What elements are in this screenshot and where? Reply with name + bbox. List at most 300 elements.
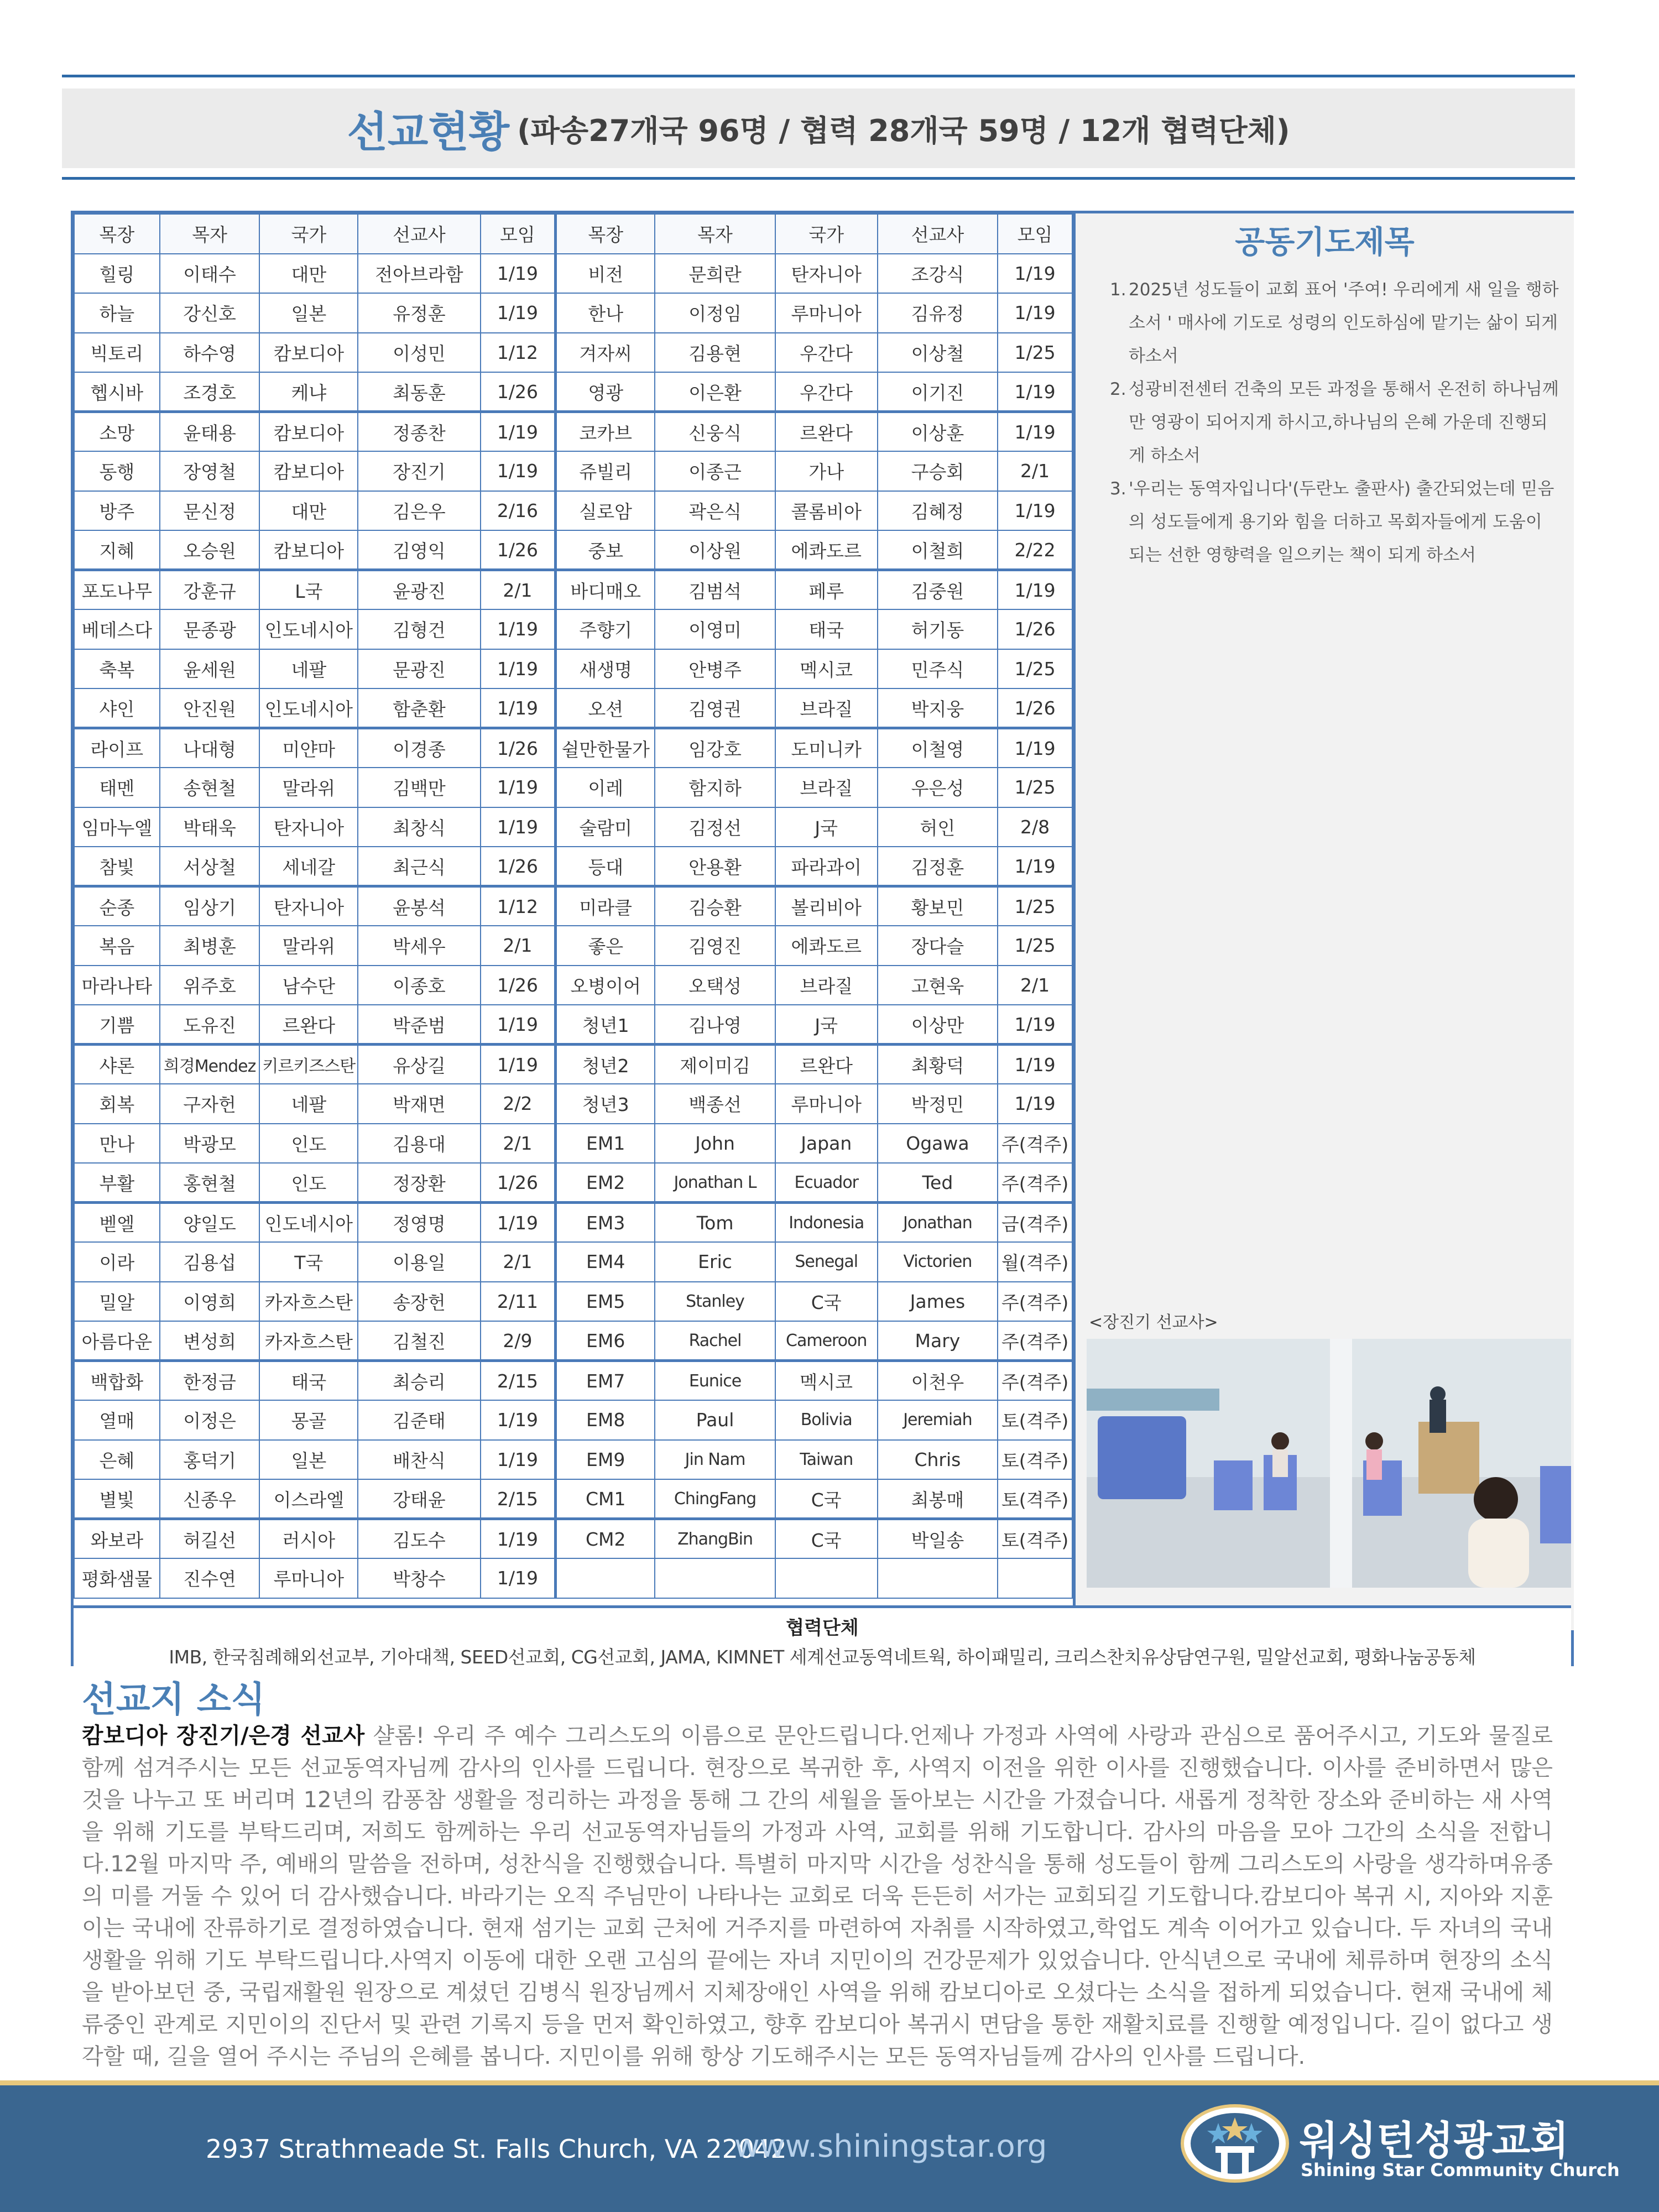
table-cell: 안병주 xyxy=(655,649,775,689)
table-cell: 고현욱 xyxy=(878,966,998,1005)
table-cell: 미얀마 xyxy=(259,728,358,768)
table-cell: 이라 xyxy=(74,1242,160,1282)
table-cell: 우은성 xyxy=(878,768,998,807)
table-cell: 박창수 xyxy=(358,1558,481,1598)
table-row xyxy=(74,1203,1072,1243)
page-title: 선교현황 xyxy=(347,107,510,156)
table-cell: Eric xyxy=(655,1242,775,1282)
table-row xyxy=(74,1282,1072,1322)
table-cell: C국 xyxy=(775,1282,878,1322)
table-cell: 케냐 xyxy=(259,372,358,412)
table-cell: 대만 xyxy=(259,254,358,294)
table-cell: Indonesia xyxy=(775,1203,878,1243)
table-cell: 일본 xyxy=(259,293,358,333)
table-cell: 이경종 xyxy=(358,728,481,768)
table-cell: 변성희 xyxy=(160,1321,260,1361)
table-cell: 2/1 xyxy=(998,451,1072,491)
partners-list: IMB, 한국침례해외선교부, 기아대책, SEED선교회, CG선교회, JAMA, KIMNET 세계선교동역네트웍, 하이패밀리, 크리스찬치유상담연구원, 밀알선교회, 평화나눔공동체 xyxy=(169,1646,1476,1668)
table-cell: 유정훈 xyxy=(358,293,481,333)
column-header: 목장 xyxy=(74,214,160,254)
table-cell: 키르키즈스탄 xyxy=(259,1045,358,1084)
table-cell: 미라클 xyxy=(556,886,655,926)
table-cell: 1/19 xyxy=(998,728,1072,768)
table-cell: 베데스다 xyxy=(74,609,160,649)
table-cell: 청년1 xyxy=(556,1005,655,1045)
table-cell: 장영철 xyxy=(160,451,260,491)
table-cell: EM3 xyxy=(556,1203,655,1243)
prayer-item xyxy=(1110,273,1561,373)
table-cell: C국 xyxy=(775,1519,878,1559)
prayer-item xyxy=(1110,373,1561,472)
table-cell: Cameroon xyxy=(775,1321,878,1361)
table-cell: 밀알 xyxy=(74,1282,160,1322)
table-cell: 곽은식 xyxy=(655,491,775,531)
table-cell: 함춘환 xyxy=(358,688,481,728)
table-row xyxy=(74,847,1072,886)
table-cell: 네팔 xyxy=(259,649,358,689)
table-cell: Bolivia xyxy=(775,1400,878,1440)
table-cell: 주(격주) xyxy=(998,1124,1072,1164)
table-cell: 김유정 xyxy=(878,293,998,333)
table-row xyxy=(74,1124,1072,1164)
table-row xyxy=(74,451,1072,491)
partners-section xyxy=(74,1605,1571,1667)
table-cell: 1/26 xyxy=(998,688,1072,728)
table-cell: 만나 xyxy=(74,1124,160,1164)
table-cell: Japan xyxy=(775,1124,878,1164)
table-cell: 허길선 xyxy=(160,1519,260,1559)
table-cell: 콜롬비아 xyxy=(775,491,878,531)
table-cell: 허기동 xyxy=(878,609,998,649)
table-cell: 주향기 xyxy=(556,609,655,649)
table-cell: 김영익 xyxy=(358,530,481,570)
table-cell: 1/26 xyxy=(481,1163,556,1203)
table-cell: 박지웅 xyxy=(878,688,998,728)
news-author: 캄보디아 장진기/은경 선교사 xyxy=(82,1723,365,1749)
table-cell: 비전 xyxy=(556,254,655,294)
table-cell: 1/19 xyxy=(481,1005,556,1045)
table-cell: EM2 xyxy=(556,1163,655,1203)
table-row xyxy=(74,688,1072,728)
column-header: 목자 xyxy=(655,214,775,254)
table-row xyxy=(74,530,1072,570)
table-cell: 2/22 xyxy=(998,530,1072,570)
table-cell: 1/25 xyxy=(998,886,1072,926)
table-cell: EM8 xyxy=(556,1400,655,1440)
table-cell: 1/19 xyxy=(481,688,556,728)
top-rule xyxy=(62,75,1575,77)
title-banner xyxy=(62,88,1575,168)
news-text: 샬롬! 우리 주 예수 그리스도의 이름으로 문안드립니다.언제나 가정과 사역에 사랑과 관심으로 품어주시고, 기도와 물질로 함께 섬겨주시는 모든 선교동역자님께 감사의 인사를 드립니다. 현장으로 복귀한 후, 사역지 이전을 위한 이사를 진행했습니다. 이사를 준비하면서 많은 것을 나누고 또 버리며 12년의 캄퐁참 생활을 정리하는 과정을 통해 그 간의 세월을 돌아보는 시간을 가졌습니다. 새롭게 정착한 장소와 준비하는 새 사역을 위해 기도를 부탁드리며, 저희도 함께하는 우리 선교동역자님들의 가정과 사역, 교회를 위해 기도합니다. 감사의 마음을 모아 그간의 소식을 전합니다.12월 마지막 주, 예배의 말씀을 전하며, 성찬식을 진행했습니다. 특별히 마지막 시간을 성찬식을 통해 성도들이 함께 그리스도의 사랑을 생각하며유종의 미를 거둘 수 있어 더 감사했습니다. 바라기는 오직 주님만이 나타나는 교회로 더욱 든든히 서가는 교회되길 기도합니다.캄보디아 복귀 시, 지아와 지훈이는 국내에 잔류하기로 결정하였습니다. 현재 섬기는 교회 근처에 거주지를 마련하여 자취를 시작하였고,학업도 계속 이어가고 있습니다. 두 자녀의 국내 생활을 위해 기도 부탁드립니다.사역지 이동에 대한 오랜 고심의 끝에는 자녀 지민이의 건강문제가 있었습니다. 안식년으로 국내에 체류하며 현장의 소식을 받아보던 중, 국립재활원 원장으로 계셨던 김병식 원장님께서 지체장애인 사역을 위해 캄보디아로 오셨다는 소식을 접하게 되었습니다. 현재 국내에 체류중인 관계로 지민이의 진단서 및 관련 기록지 등을 먼저 확인하였고, 향후 캄보디아 복귀시 면담을 통한 재활치료를 진행할 예정입니다. 길이 없다고 생각할 때, 길을 열어 주시는 주님의 은혜를 봅니다. 지민이를 위해 항상 기도해주시는 모든 동역자님들께 감사의 인사를 드립니다. xyxy=(82,1723,1553,2069)
table-cell: EM7 xyxy=(556,1361,655,1401)
table-cell: 파라과이 xyxy=(775,847,878,886)
table-cell: 최승리 xyxy=(358,1361,481,1401)
table-cell: 인도네시아 xyxy=(259,688,358,728)
table-cell: 이상철 xyxy=(878,333,998,373)
table-cell: L국 xyxy=(259,570,358,610)
table-cell: 우간다 xyxy=(775,333,878,373)
mission-roster-table xyxy=(74,213,1073,1599)
table-cell: 회복 xyxy=(74,1084,160,1124)
column-header: 국가 xyxy=(259,214,358,254)
table-cell: 와보라 xyxy=(74,1519,160,1559)
table-cell: 신웅식 xyxy=(655,412,775,452)
table-cell: 이천우 xyxy=(878,1361,998,1401)
table-cell: 김중원 xyxy=(878,570,998,610)
table-cell: 이정임 xyxy=(655,293,775,333)
table-cell: 네팔 xyxy=(259,1084,358,1124)
table-cell: 동행 xyxy=(74,451,160,491)
table-cell: 인도 xyxy=(259,1163,358,1203)
table-cell: 2/11 xyxy=(481,1282,556,1322)
table-cell: 이상원 xyxy=(655,530,775,570)
table-cell: 빅토리 xyxy=(74,333,160,373)
table-cell: Ted xyxy=(878,1163,998,1203)
table-cell: 몽골 xyxy=(259,1400,358,1440)
table-cell: 순종 xyxy=(74,886,160,926)
table-cell: 르완다 xyxy=(775,1045,878,1084)
table-cell: 태국 xyxy=(259,1361,358,1401)
table-cell: 실로암 xyxy=(556,491,655,531)
table-cell: 캄보디아 xyxy=(259,333,358,373)
table-cell: 페루 xyxy=(775,570,878,610)
table-cell: 러시아 xyxy=(259,1519,358,1559)
table-cell: Jin Nam xyxy=(655,1440,775,1480)
table-cell: 최봉매 xyxy=(878,1479,998,1519)
table-cell: 희경Mendez xyxy=(160,1045,260,1084)
table-cell: 양일도 xyxy=(160,1203,260,1243)
table-cell xyxy=(878,1558,998,1598)
table-cell: 2/1 xyxy=(481,1242,556,1282)
prayer-panel xyxy=(1073,213,1574,1630)
table-cell: 도유진 xyxy=(160,1005,260,1045)
table-cell: 1/19 xyxy=(998,254,1072,294)
table-cell: 2/1 xyxy=(481,570,556,610)
table-cell: 기쁨 xyxy=(74,1005,160,1045)
table-cell: James xyxy=(878,1282,998,1322)
table-cell: 열매 xyxy=(74,1400,160,1440)
table-cell: 1/25 xyxy=(998,649,1072,689)
table-cell: 구자헌 xyxy=(160,1084,260,1124)
table-cell: 청년3 xyxy=(556,1084,655,1124)
table-cell: 태멘 xyxy=(74,768,160,807)
table-cell: 월(격주) xyxy=(998,1242,1072,1282)
table-row xyxy=(74,1479,1072,1519)
table-cell: 라이프 xyxy=(74,728,160,768)
table-cell: 1/25 xyxy=(998,768,1072,807)
table-cell: 이성민 xyxy=(358,333,481,373)
table-cell: 최황덕 xyxy=(878,1045,998,1084)
table-cell: Rachel xyxy=(655,1321,775,1361)
table-row xyxy=(74,1242,1072,1282)
table-cell: 2/15 xyxy=(481,1361,556,1401)
table-cell: 볼리비아 xyxy=(775,886,878,926)
table-cell: 1/26 xyxy=(481,966,556,1005)
table-cell: 백합화 xyxy=(74,1361,160,1401)
table-row xyxy=(74,1005,1072,1045)
table-cell: 1/25 xyxy=(998,333,1072,373)
table-cell: 주(격주) xyxy=(998,1163,1072,1203)
table-cell: 문신정 xyxy=(160,491,260,531)
prayer-item-number: 3. xyxy=(1110,479,1126,499)
table-row xyxy=(74,886,1072,926)
table-cell: 에콰도르 xyxy=(775,926,878,966)
table-cell: 아름다운 xyxy=(74,1321,160,1361)
table-cell: 최동훈 xyxy=(358,372,481,412)
table-cell: 르완다 xyxy=(259,1005,358,1045)
table-cell xyxy=(655,1558,775,1598)
table-cell: 별빛 xyxy=(74,1479,160,1519)
table-cell: 새생명 xyxy=(556,649,655,689)
table-cell: CM1 xyxy=(556,1479,655,1519)
news-heading: 선교지 소식 xyxy=(82,1679,265,1720)
table-row xyxy=(74,333,1072,373)
table-cell: 술람미 xyxy=(556,807,655,847)
table-cell: 루마니아 xyxy=(259,1558,358,1598)
table-cell: 벧엘 xyxy=(74,1203,160,1243)
table-cell: 참빛 xyxy=(74,847,160,886)
table-cell: 이태수 xyxy=(160,254,260,294)
table-row xyxy=(74,807,1072,847)
column-header: 선교사 xyxy=(358,214,481,254)
table-cell: Ogawa xyxy=(878,1124,998,1164)
column-header: 모임 xyxy=(998,214,1072,254)
table-row xyxy=(74,1321,1072,1361)
table-cell: J국 xyxy=(775,1005,878,1045)
table-cell: 힐링 xyxy=(74,254,160,294)
footer-url-link[interactable]: www.shiningstar.org xyxy=(734,2128,1047,2164)
table-cell: 1/19 xyxy=(998,1084,1072,1124)
table-cell: 김형건 xyxy=(358,609,481,649)
table-cell: Taiwan xyxy=(775,1440,878,1480)
table-cell: 축복 xyxy=(74,649,160,689)
table-cell: 배찬식 xyxy=(358,1440,481,1480)
table-cell: 샤론 xyxy=(74,1045,160,1084)
table-cell: Jonathan L xyxy=(655,1163,775,1203)
table-cell: 1/19 xyxy=(481,807,556,847)
table-body xyxy=(74,254,1072,1598)
table-cell: 이철희 xyxy=(878,530,998,570)
table-cell: 청년2 xyxy=(556,1045,655,1084)
table-row xyxy=(74,254,1072,294)
table-row xyxy=(74,609,1072,649)
table-cell: 장다슬 xyxy=(878,926,998,966)
table-cell: 이스라엘 xyxy=(259,1479,358,1519)
column-header: 선교사 xyxy=(878,214,998,254)
table-cell: 우간다 xyxy=(775,372,878,412)
partners-title: 협력단체 xyxy=(786,1617,859,1639)
table-cell: 박광모 xyxy=(160,1124,260,1164)
table-cell: 조경호 xyxy=(160,372,260,412)
table-cell: 이종근 xyxy=(655,451,775,491)
table-cell: 임상기 xyxy=(160,886,260,926)
table-cell: Ecuador xyxy=(775,1163,878,1203)
table-cell: 1/19 xyxy=(998,1045,1072,1084)
table-cell: 홍덕기 xyxy=(160,1440,260,1480)
table-cell: 이영미 xyxy=(655,609,775,649)
table-cell: 2/9 xyxy=(481,1321,556,1361)
table-cell: 가나 xyxy=(775,451,878,491)
table-cell: 헵시바 xyxy=(74,372,160,412)
column-header: 모임 xyxy=(481,214,556,254)
table-cell: 주(격주) xyxy=(998,1321,1072,1361)
table-cell: 브라질 xyxy=(775,966,878,1005)
table-cell: 서상철 xyxy=(160,847,260,886)
table-cell: 조강식 xyxy=(878,254,998,294)
table-cell xyxy=(998,1558,1072,1598)
table-cell: 브라질 xyxy=(775,688,878,728)
table-cell: 르완다 xyxy=(775,412,878,452)
table-cell: 박일송 xyxy=(878,1519,998,1559)
table-cell: 오택성 xyxy=(655,966,775,1005)
table-cell: 인도네시아 xyxy=(259,1203,358,1243)
table-cell: 이은환 xyxy=(655,372,775,412)
table-cell: 정영명 xyxy=(358,1203,481,1243)
table-cell: CM2 xyxy=(556,1519,655,1559)
table-cell: 중보 xyxy=(556,530,655,570)
table-cell: 오승원 xyxy=(160,530,260,570)
table-cell: 임마누엘 xyxy=(74,807,160,847)
table-cell: 1/19 xyxy=(998,847,1072,886)
table-cell: 1/26 xyxy=(481,847,556,886)
table-cell: 이영희 xyxy=(160,1282,260,1322)
table-cell: 에콰도르 xyxy=(775,530,878,570)
table-cell: 박세우 xyxy=(358,926,481,966)
table-cell: EM9 xyxy=(556,1440,655,1480)
table-cell: 인도네시아 xyxy=(259,609,358,649)
table-cell: John xyxy=(655,1124,775,1164)
table-cell: 말라위 xyxy=(259,926,358,966)
prayer-item-number: 1. xyxy=(1110,280,1126,300)
table-cell: 허인 xyxy=(878,807,998,847)
table-cell: 대만 xyxy=(259,491,358,531)
table-cell: 토(격주) xyxy=(998,1519,1072,1559)
table-row xyxy=(74,1440,1072,1480)
table-cell: 1/25 xyxy=(998,926,1072,966)
table-cell: 송장헌 xyxy=(358,1282,481,1322)
table-cell: Victorien xyxy=(878,1242,998,1282)
table-cell: EM5 xyxy=(556,1282,655,1322)
table-row xyxy=(74,372,1072,412)
title-bottom-rule xyxy=(62,177,1575,180)
table-cell: 이정은 xyxy=(160,1400,260,1440)
table-cell: 김승환 xyxy=(655,886,775,926)
prayer-item-number: 2. xyxy=(1110,379,1126,399)
prayer-list xyxy=(1110,273,1561,572)
prayer-title: 공동기도제목 xyxy=(1235,225,1415,260)
table-cell: 2/1 xyxy=(998,966,1072,1005)
table-row xyxy=(74,966,1072,1005)
table-cell: 윤광진 xyxy=(358,570,481,610)
table-cell: 브라질 xyxy=(775,768,878,807)
table-cell: 함지하 xyxy=(655,768,775,807)
table-cell: 1/26 xyxy=(481,372,556,412)
footer xyxy=(0,2085,1659,2212)
table-cell: 2/1 xyxy=(481,926,556,966)
table-cell: 이레 xyxy=(556,768,655,807)
footer-accent-line xyxy=(0,2080,1659,2085)
table-cell xyxy=(556,1558,655,1598)
table-cell: 오션 xyxy=(556,688,655,728)
page-subtitle: (파송27개국 96명 / 협력 28개국 59명 / 12개 협력단체) xyxy=(517,113,1290,148)
column-header: 목자 xyxy=(160,214,260,254)
table-cell: 인도 xyxy=(259,1124,358,1164)
table-cell: Tom xyxy=(655,1203,775,1243)
table-cell: 코카브 xyxy=(556,412,655,452)
table-cell: 문광진 xyxy=(358,649,481,689)
table-cell: 박재면 xyxy=(358,1084,481,1124)
mission-roster-section xyxy=(71,211,1574,1666)
church-name-english: Shining Star Community Church xyxy=(1301,2159,1620,2180)
table-cell: 정종찬 xyxy=(358,412,481,452)
missionary-photo-illustration xyxy=(1087,1339,1571,1588)
table-cell: 등대 xyxy=(556,847,655,886)
table-row xyxy=(74,768,1072,807)
table-row xyxy=(74,1361,1072,1401)
table-cell: 2/8 xyxy=(998,807,1072,847)
table-row xyxy=(74,1400,1072,1440)
table-cell: 주(격주) xyxy=(998,1282,1072,1322)
news-article xyxy=(82,1720,1553,2073)
table-cell: 1/19 xyxy=(481,649,556,689)
table-cell: 카자흐스탄 xyxy=(259,1282,358,1322)
table-row xyxy=(74,491,1072,531)
table-cell: 박준범 xyxy=(358,1005,481,1045)
table-cell: EM6 xyxy=(556,1321,655,1361)
table-cell: 최근식 xyxy=(358,847,481,886)
table-row xyxy=(74,1084,1072,1124)
table-cell: 구승회 xyxy=(878,451,998,491)
table-cell: 강태윤 xyxy=(358,1479,481,1519)
table-cell: 평화샘물 xyxy=(74,1558,160,1598)
table-cell: 이상만 xyxy=(878,1005,998,1045)
table-cell: 장진기 xyxy=(358,451,481,491)
table-cell: 주(격주) xyxy=(998,1361,1072,1401)
table-cell: 1/19 xyxy=(998,570,1072,610)
column-header: 국가 xyxy=(775,214,878,254)
table-cell: 멕시코 xyxy=(775,1361,878,1401)
table-cell: 1/12 xyxy=(481,333,556,373)
missionary-photo xyxy=(1087,1339,1571,1588)
table-cell: 1/19 xyxy=(481,1400,556,1440)
table-row xyxy=(74,1558,1072,1598)
table-cell: Senegal xyxy=(775,1242,878,1282)
table-cell: 김백만 xyxy=(358,768,481,807)
table-cell: 탄자니아 xyxy=(259,886,358,926)
table-cell: 1/19 xyxy=(998,372,1072,412)
table-cell: 2/16 xyxy=(481,491,556,531)
table-cell: 김나영 xyxy=(655,1005,775,1045)
table-cell: 소망 xyxy=(74,412,160,452)
table-cell: 1/19 xyxy=(481,254,556,294)
table-cell: 윤태용 xyxy=(160,412,260,452)
table-cell: 신종우 xyxy=(160,1479,260,1519)
table-cell: 이철영 xyxy=(878,728,998,768)
table-cell: 캄보디아 xyxy=(259,412,358,452)
table-cell: Eunice xyxy=(655,1361,775,1401)
table-cell: 김영진 xyxy=(655,926,775,966)
table-cell: 1/19 xyxy=(998,412,1072,452)
table-cell: 안진원 xyxy=(160,688,260,728)
table-cell: 토(격주) xyxy=(998,1479,1072,1519)
table-cell: 1/26 xyxy=(481,728,556,768)
table-cell: 탄자니아 xyxy=(775,254,878,294)
table-cell: 1/26 xyxy=(998,609,1072,649)
table-cell: 김은우 xyxy=(358,491,481,531)
table-cell: 샤인 xyxy=(74,688,160,728)
church-name-korean: 워싱턴성광교회 xyxy=(1300,2117,1569,2164)
table-cell: 쉴만한물가 xyxy=(556,728,655,768)
